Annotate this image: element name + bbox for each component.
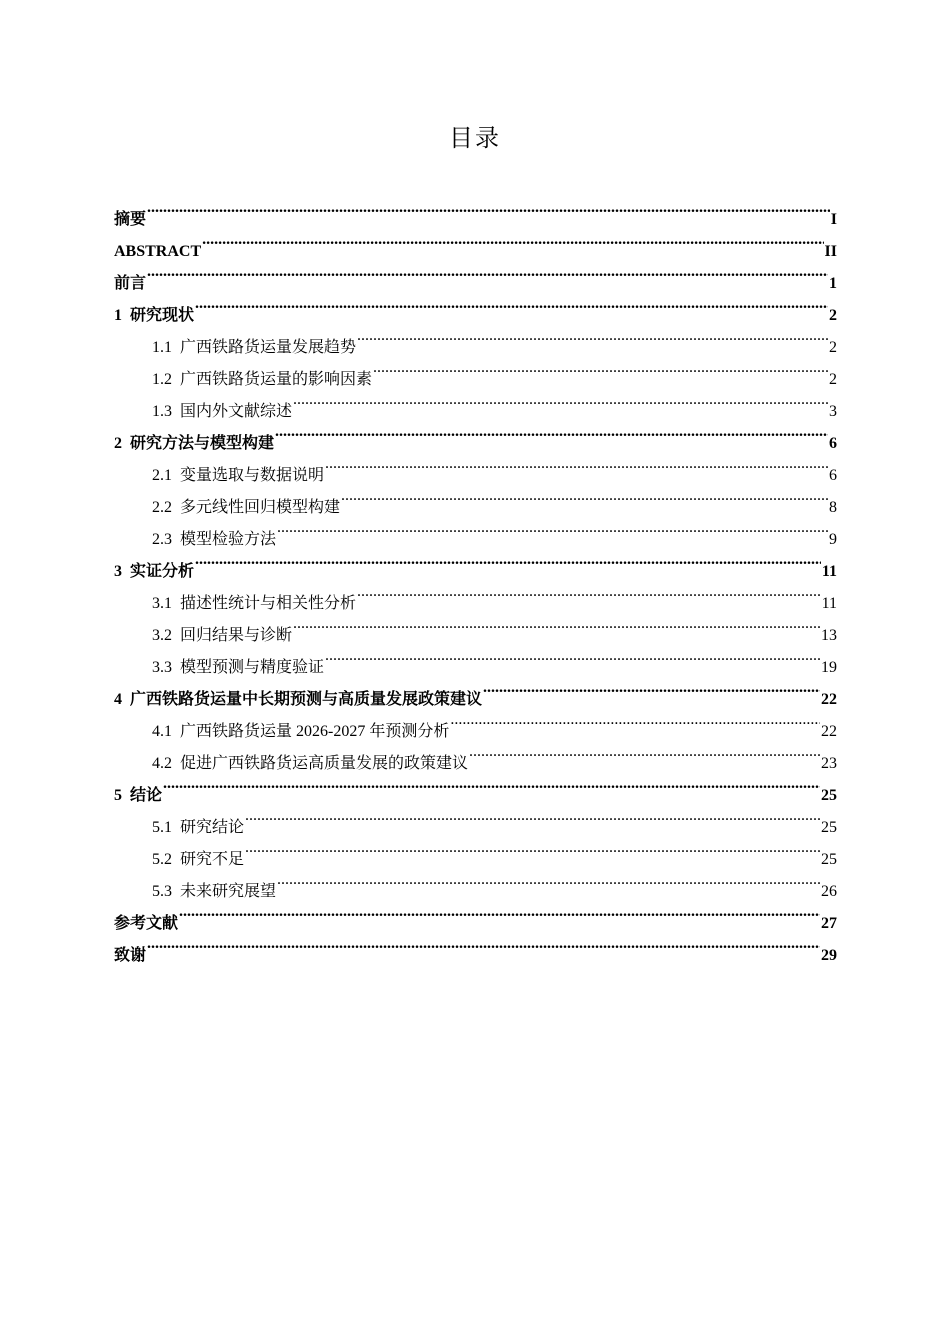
dot-leader — [245, 832, 820, 864]
toc-entry-page-number: 11 — [821, 563, 837, 580]
toc-entry-page-number: 11 — [821, 595, 837, 612]
toc-entry-heading — [152, 652, 324, 684]
toc-entry-label: 未来研究展望 — [180, 883, 277, 900]
toc-entry-page-number: 27 — [821, 915, 837, 932]
dot-leader — [275, 416, 828, 448]
dot-leader — [483, 672, 820, 704]
dot-leader — [195, 544, 821, 576]
toc-entry-page-number: 6 — [829, 435, 837, 452]
dot-leader — [163, 768, 820, 800]
toc-entry-page-number: 2 — [829, 339, 837, 356]
toc-entry-page-number: 1 — [829, 275, 837, 292]
dot-leader — [357, 320, 828, 352]
toc-entry-label: 广西铁路货运量发展趋势 — [180, 339, 357, 356]
toc-entry[interactable] — [114, 896, 837, 932]
toc-entry-page-number: 2 — [829, 371, 837, 388]
dot-leader — [325, 640, 820, 672]
toc-entry-page-number: 23 — [821, 755, 837, 772]
toc-entry-page-number: 8 — [829, 499, 837, 516]
toc-entry-number: 1.2 — [152, 371, 172, 388]
dot-leader — [147, 928, 820, 960]
toc-entry-label: 模型预测与精度验证 — [180, 659, 325, 676]
toc-entry-heading — [152, 460, 324, 492]
toc-entry-page-number: 2 — [829, 307, 837, 324]
toc-entry-label: 广西铁路货运量的影响因素 — [180, 371, 373, 388]
toc-entry-heading — [114, 204, 146, 236]
toc-entry-page-number: 25 — [821, 787, 837, 804]
toc-entry-label: 回归结果与诊断 — [180, 627, 293, 644]
toc-entry-number: 5.1 — [152, 819, 172, 836]
toc-entry-heading — [114, 780, 162, 812]
toc-entry-label: 结论 — [130, 787, 163, 804]
toc-entry-number: 2.1 — [152, 467, 172, 484]
toc-entry-label: 模型检验方法 — [180, 531, 277, 548]
dot-leader — [341, 480, 828, 512]
dot-leader — [293, 384, 828, 416]
toc-entry[interactable] — [114, 576, 837, 612]
toc-entry-label: 描述性统计与相关性分析 — [180, 595, 357, 612]
toc-entry-label: ABSTRACT — [114, 243, 202, 260]
toc-entry-page-number: 25 — [821, 851, 837, 868]
toc-entry-number: 1 — [114, 307, 122, 324]
toc-entry-heading — [114, 556, 194, 588]
toc-entry-label: 促进广西铁路货运高质量发展的政策建议 — [180, 755, 469, 772]
dot-leader — [147, 256, 828, 288]
dot-leader — [179, 896, 820, 928]
toc-entry-page-number: 25 — [821, 819, 837, 836]
dot-leader — [293, 608, 820, 640]
toc-title: 目录 — [449, 124, 501, 152]
toc-entry-number: 3.2 — [152, 627, 172, 644]
toc-entry-heading — [114, 940, 146, 972]
toc-entry-heading — [152, 332, 356, 364]
toc-entry-number: 1.1 — [152, 339, 172, 356]
toc-entry-label: 研究不足 — [180, 851, 245, 868]
toc-entry-label: 广西铁路货运量 2026-2027 年预测分析 — [180, 723, 450, 740]
toc-entry-heading — [114, 428, 274, 460]
toc-entry-number: 4 — [114, 691, 122, 708]
toc-entry-number: 1.3 — [152, 403, 172, 420]
toc-entry-number: 4.1 — [152, 723, 172, 740]
toc-entry-heading — [114, 268, 146, 300]
toc-entry-label: 变量选取与数据说明 — [180, 467, 325, 484]
toc-entry-page-number: 29 — [821, 947, 837, 964]
dot-leader — [245, 800, 820, 832]
dot-leader — [450, 704, 820, 736]
toc-entry-page-number: I — [830, 211, 837, 228]
toc-entry-label: 多元线性回归模型构建 — [180, 499, 341, 516]
toc-entry[interactable] — [114, 320, 837, 356]
toc-entry[interactable] — [114, 288, 837, 324]
toc-entry-label: 前言 — [114, 275, 147, 292]
toc-entry[interactable] — [114, 928, 837, 964]
toc-entry-number: 5.3 — [152, 883, 172, 900]
toc-entry-page-number: 6 — [829, 467, 837, 484]
dot-leader — [357, 576, 821, 608]
dot-leader — [277, 512, 828, 544]
toc-entry-label: 广西铁路货运量中长期预测与高质量发展政策建议 — [130, 691, 483, 708]
toc-entry-heading — [152, 620, 292, 652]
toc-entry-page-number: 9 — [829, 531, 837, 548]
toc-entry[interactable] — [114, 224, 837, 260]
dot-leader — [277, 864, 820, 896]
toc-entry-number: 2.3 — [152, 531, 172, 548]
toc-entry[interactable] — [114, 800, 837, 836]
dot-leader — [469, 736, 820, 768]
toc-entry-label: 研究方法与模型构建 — [130, 435, 275, 452]
toc-entry-label: 致谢 — [114, 947, 147, 964]
toc-entry-page-number: 22 — [821, 723, 837, 740]
toc-entry-label: 参考文献 — [114, 915, 179, 932]
dot-leader — [195, 288, 828, 320]
toc-entry[interactable] — [114, 192, 837, 228]
toc-entry-label: 实证分析 — [130, 563, 195, 580]
toc-entry-heading — [152, 716, 449, 748]
toc-entry[interactable] — [114, 256, 837, 292]
table-of-contents — [114, 192, 837, 964]
dot-leader — [147, 192, 830, 224]
toc-entry-page-number: 13 — [821, 627, 837, 644]
toc-entry-heading — [152, 812, 244, 844]
toc-entry-page-number: 22 — [821, 691, 837, 708]
toc-entry-number: 3 — [114, 563, 122, 580]
toc-entry-label: 研究结论 — [180, 819, 245, 836]
dot-leader — [325, 448, 828, 480]
toc-entry-label: 摘要 — [114, 211, 147, 228]
toc-entry-heading — [152, 396, 292, 428]
toc-entry-number: 3.3 — [152, 659, 172, 676]
toc-entry-heading — [152, 844, 244, 876]
dot-leader — [202, 224, 823, 256]
toc-entry-page-number: 3 — [829, 403, 837, 420]
toc-entry-number: 5 — [114, 787, 122, 804]
dot-leader — [373, 352, 828, 384]
toc-entry-number: 4.2 — [152, 755, 172, 772]
toc-entry-page-number: 26 — [821, 883, 837, 900]
toc-entry-number: 5.2 — [152, 851, 172, 868]
toc-entry-number: 3.1 — [152, 595, 172, 612]
toc-entry-heading — [114, 300, 194, 332]
toc-entry[interactable] — [114, 768, 837, 804]
toc-entry-number: 2.2 — [152, 499, 172, 516]
toc-entry-page-number: II — [824, 243, 837, 260]
toc-entry[interactable] — [114, 544, 837, 580]
toc-entry-label: 研究现状 — [130, 307, 195, 324]
toc-entry-heading — [114, 684, 482, 716]
toc-entry-number: 2 — [114, 435, 122, 452]
toc-entry-page-number: 19 — [821, 659, 837, 676]
toc-entry-label: 国内外文献综述 — [180, 403, 293, 420]
